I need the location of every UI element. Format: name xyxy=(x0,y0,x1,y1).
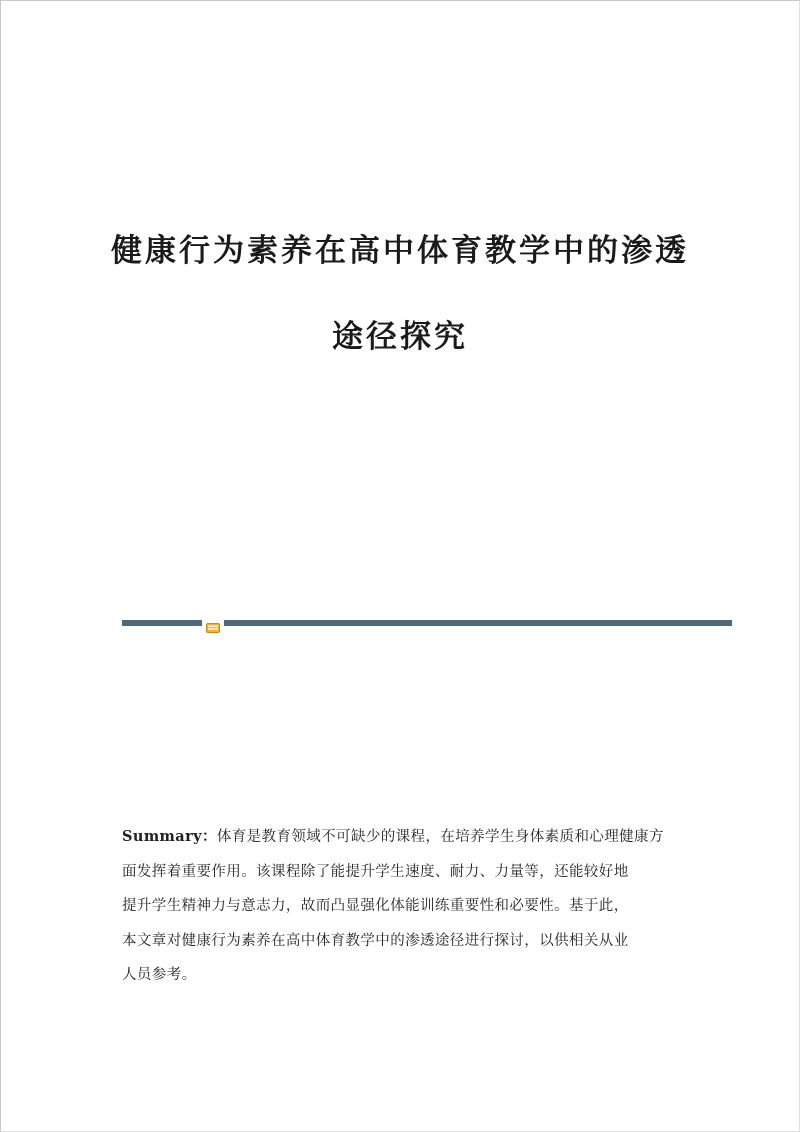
summary-line-4: 本文章对健康行为素养在高中体育教学中的渗透途径进行探讨，以供相关从业 xyxy=(122,932,629,949)
divider-bar-left xyxy=(122,620,202,626)
divider-bar-right xyxy=(224,620,732,626)
summary-line-2: 面发挥着重要作用。该课程除了能提升学生速度、耐力、力量等，还能较好地 xyxy=(122,863,629,880)
document-title-line-1: 健康行为素养在高中体育教学中的渗透 xyxy=(111,233,689,269)
ornament-icon xyxy=(206,618,220,628)
ornament-icon-graphic xyxy=(206,623,220,633)
summary-label: Summary： xyxy=(122,828,217,845)
section-divider xyxy=(122,618,732,628)
summary-line-5: 人员参考。 xyxy=(122,967,197,983)
summary-line-3: 提升学生精神力与意志力，故而凸显强化体能训练重要性和必要性。基于此， xyxy=(122,898,629,914)
summary-paragraph xyxy=(122,820,702,993)
title-block xyxy=(0,222,800,366)
document-title-line-2: 途径探究 xyxy=(332,319,468,355)
summary-line-1 xyxy=(122,820,702,855)
summary-text-1: 体育是教育领域不可缺少的课程，在培养学生身体素质和心理健康方 xyxy=(216,829,664,845)
